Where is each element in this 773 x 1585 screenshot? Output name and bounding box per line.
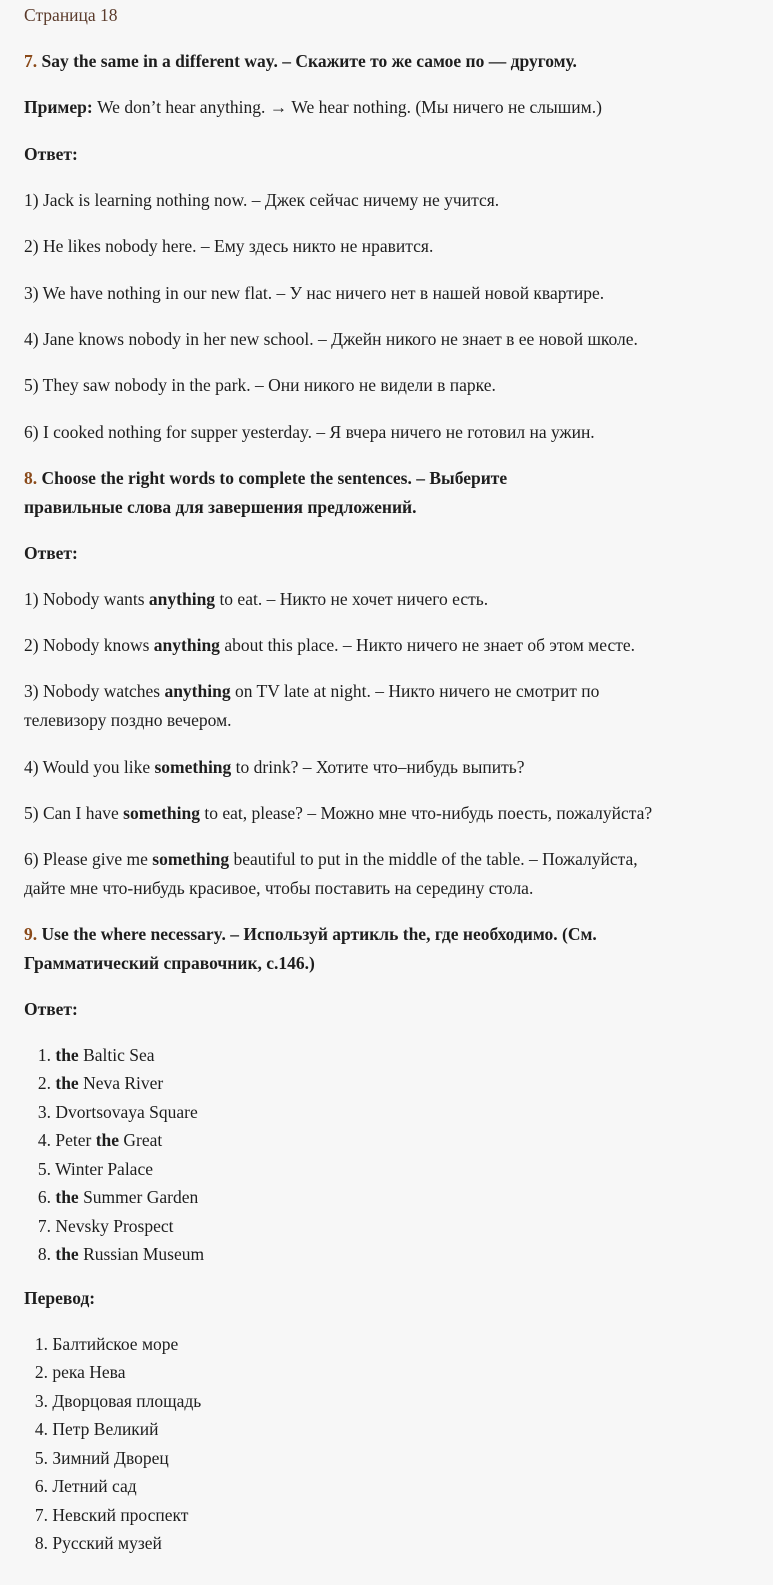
list-text: Nevsky Prospect bbox=[55, 1216, 174, 1236]
ex8-item-text: to eat, please? – Можно мне что-нибудь поесть, пожалуйста? bbox=[199, 803, 653, 823]
ex9-answer-label: Ответ: bbox=[24, 999, 78, 1019]
list-text: Dvortsovaya Square bbox=[55, 1102, 198, 1122]
ex8-item-answer: anything bbox=[153, 635, 220, 655]
ex8-item-answer: something bbox=[123, 803, 200, 823]
ex8-item-text: beautiful to put in the middle of the table. – Пожалуйста, bbox=[229, 849, 638, 869]
ex7-heading bbox=[24, 47, 577, 76]
list-text: Summer Garden bbox=[78, 1187, 199, 1207]
ex8-item bbox=[24, 677, 599, 706]
ex7-item: 5) They saw nobody in the park. – Они никого не видели в парке. bbox=[24, 375, 496, 395]
ex8-title-line1: Choose the right words to complete the sentences. – Выберите bbox=[41, 468, 508, 488]
list-number: 3. bbox=[37, 1102, 51, 1122]
list-number: 2. bbox=[34, 1362, 48, 1382]
ex8-item-answer: something bbox=[152, 849, 230, 869]
list-text: Летний сад bbox=[52, 1476, 137, 1496]
ex7-example-label: Пример: bbox=[24, 97, 93, 117]
ex8-item-text: on TV late at night. – Никто ничего не смотрит по bbox=[230, 681, 600, 701]
list-number: 1. bbox=[37, 1045, 51, 1065]
ex7-item: 2) He likes nobody here. – Ему здесь никто не нравится. bbox=[24, 236, 434, 256]
ex9-list-item bbox=[17, 1240, 204, 1269]
list-text: Балтийское море bbox=[52, 1334, 179, 1354]
ex8-item-text: 6) Please give me bbox=[24, 849, 153, 869]
ex7-example-text: We don’t hear anything. → We hear nothing. (Мы ничего не слышим.) bbox=[97, 97, 602, 117]
translation-item bbox=[14, 1472, 137, 1501]
list-text: Петр Великий bbox=[52, 1419, 159, 1439]
ex8-item bbox=[24, 753, 524, 782]
list-text: Зимний Дворец bbox=[52, 1448, 169, 1468]
ex9-title-line1: Use the where necessary. – Используй артикль the, где необходимо. (См. bbox=[41, 924, 597, 944]
ex8-item-continuation: дайте мне что-нибудь красивое, чтобы поставить на середину стола. bbox=[24, 878, 534, 898]
ex8-answer-label: Ответ: bbox=[24, 543, 78, 563]
ex9-title-line2: Грамматический справочник, с.146.) bbox=[24, 953, 315, 973]
list-number: 4. bbox=[37, 1130, 51, 1150]
list-text: Дворцовая площадь bbox=[52, 1391, 202, 1411]
ex8-item-text: 4) Would you like bbox=[24, 757, 155, 777]
ex8-item bbox=[24, 799, 652, 828]
ex8-item bbox=[24, 631, 635, 660]
ex8-item-text: to drink? – Хотите что–нибудь выпить? bbox=[231, 757, 525, 777]
article: the bbox=[95, 1130, 120, 1150]
article: the bbox=[55, 1244, 79, 1264]
ex9-list-item bbox=[17, 1212, 173, 1241]
page-label: Страница 18 bbox=[24, 5, 118, 25]
list-number: 6. bbox=[37, 1187, 51, 1207]
ex7-answer-label: Ответ: bbox=[24, 144, 78, 164]
list-number: 7. bbox=[34, 1505, 48, 1525]
ex8-item-answer: something bbox=[154, 757, 232, 777]
list-text: Russian Museum bbox=[78, 1244, 205, 1264]
list-number: 5. bbox=[34, 1448, 48, 1468]
list-text: Neva River bbox=[78, 1073, 164, 1093]
ex8-item bbox=[24, 845, 638, 874]
ex9-list-item bbox=[17, 1098, 198, 1127]
ex9-list-item bbox=[17, 1126, 162, 1155]
list-text: Baltic Sea bbox=[78, 1045, 155, 1065]
article: the bbox=[55, 1187, 79, 1207]
translation-item bbox=[14, 1415, 159, 1444]
ex9-list-item bbox=[17, 1183, 198, 1212]
ex7-item: 1) Jack is learning nothing now. – Джек сейчас ничему не учится. bbox=[24, 190, 500, 210]
ex7-item: 4) Jane knows nobody in her new school. – Джейн никого не знает в ее новой школе. bbox=[24, 329, 638, 349]
ex9-list-item bbox=[17, 1069, 163, 1098]
article: the bbox=[55, 1045, 79, 1065]
list-number: 2. bbox=[37, 1073, 51, 1093]
translation-item bbox=[14, 1387, 201, 1416]
list-number: 1. bbox=[34, 1334, 48, 1354]
ex8-item-continuation: телевизору поздно вечером. bbox=[24, 710, 232, 730]
ex7-item: 3) We have nothing in our new flat. – У нас ничего нет в нашей новой квартире. bbox=[24, 283, 605, 303]
ex8-item-text: 2) Nobody knows bbox=[24, 635, 154, 655]
list-number: 3. bbox=[34, 1391, 48, 1411]
ex8-number: 8. bbox=[24, 468, 38, 488]
ex8-heading bbox=[24, 464, 507, 493]
ex8-item-answer: anything bbox=[164, 681, 231, 701]
ex7-example bbox=[24, 93, 602, 122]
ex8-item-answer: anything bbox=[148, 589, 216, 609]
ex7-item: 6) I cooked nothing for supper yesterday. – Я вчера ничего не готовил на ужин. bbox=[24, 422, 595, 442]
translation-item bbox=[14, 1501, 188, 1530]
article: the bbox=[55, 1073, 79, 1093]
list-number: 5. bbox=[37, 1159, 51, 1179]
list-text: Peter bbox=[55, 1130, 96, 1150]
list-number: 4. bbox=[34, 1419, 48, 1439]
ex8-item-text: 5) Can I have bbox=[24, 803, 124, 823]
translation-item bbox=[14, 1330, 178, 1359]
ex7-number: 7. bbox=[24, 51, 38, 71]
ex8-item-text: about this place. – Никто ничего не знает об этом месте. bbox=[219, 635, 635, 655]
list-number: 7. bbox=[37, 1216, 51, 1236]
list-text: река Нева bbox=[52, 1362, 126, 1382]
list-text: Русский музей bbox=[52, 1533, 162, 1553]
list-text: Great bbox=[119, 1130, 163, 1150]
translation-item bbox=[14, 1358, 125, 1387]
ex8-item-text: to eat. – Никто не хочет ничего есть. bbox=[215, 589, 489, 609]
list-text: Winter Palace bbox=[55, 1159, 153, 1179]
ex8-item-text: 1) Nobody wants bbox=[24, 589, 149, 609]
ex8-title-line2: правильные слова для завершения предложений. bbox=[24, 497, 417, 517]
list-number: 8. bbox=[34, 1533, 48, 1553]
translation-item bbox=[14, 1529, 162, 1558]
ex9-list-item bbox=[17, 1155, 153, 1184]
ex9-translation-label: Перевод: bbox=[24, 1288, 96, 1308]
ex9-number: 9. bbox=[24, 924, 38, 944]
ex8-item bbox=[24, 585, 488, 614]
list-number: 6. bbox=[34, 1476, 48, 1496]
list-number: 8. bbox=[37, 1244, 51, 1264]
ex7-title: Say the same in a different way. – Скажите то же самое по — другому. bbox=[41, 51, 577, 71]
ex9-heading bbox=[24, 920, 597, 949]
list-text: Невский проспект bbox=[52, 1505, 189, 1525]
ex8-item-text: 3) Nobody watches bbox=[24, 681, 165, 701]
translation-item bbox=[14, 1444, 169, 1473]
ex9-list-item bbox=[17, 1041, 155, 1070]
